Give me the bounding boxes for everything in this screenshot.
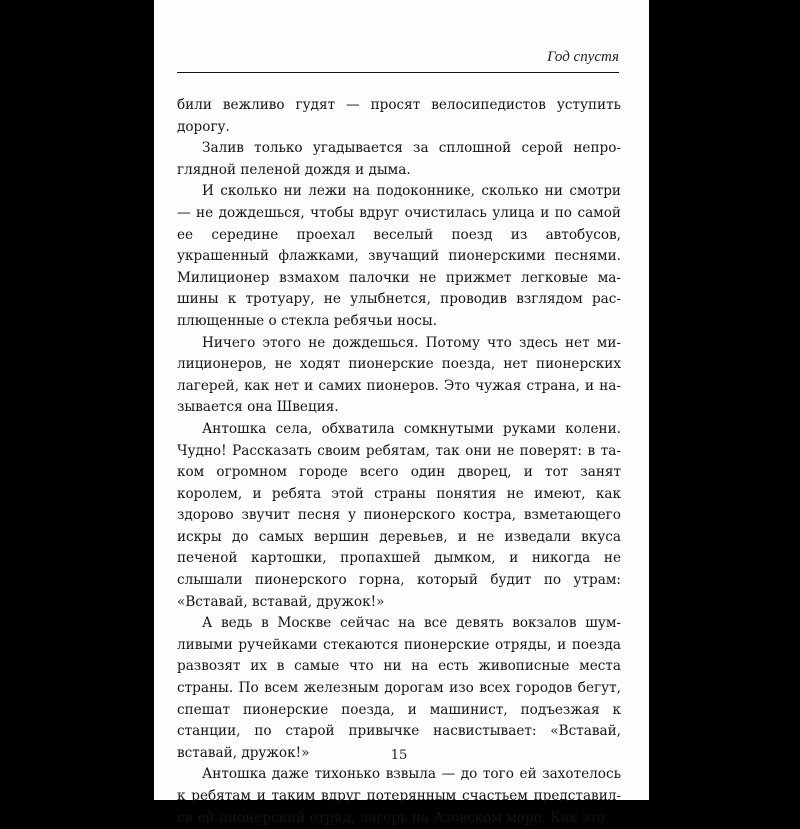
paragraph: Антошка даже тихонько взвыла — до того ей захотелось к ребятам и таким вдруг потерянным счастьем представился ей пионерский отряд, лагерь на Азовском море. Как это [177,766,621,826]
paragraph: И сколько ни лежи на подоконнике, сколько ни смотри — не дождешься, чтобы вдруг очистилась улица и по самой ее середине проехал веселый поезд из автобусов, украшенный флажками, звучащий пионерскими песнями. Милиционер взмахом палочки не прижмет легковые машины к тротуару, не улыбнется, проводив взглядом расплющенные о стекла ребячьи носы. [177,183,621,329]
body-text [177,95,621,829]
paragraph: Антошка села, обхватила сомкнутыми руками колени. Чудно! Рассказать своим ребятам, так они не поверят: в таком огромном городе всего один дворец, и тот занят королем, и ребята этой страны понятия не имеют, как здорово звучит песня у пионерского костра, взметающего искры до самых вершин деревьев, и не изведали вкуса печеной картошки, пропахшей дымком, и никогда не слышали пионерского горна, который будит по утрам: «Вставай, вставай, дружок!» [177,420,621,610]
page-number: 15 [390,748,408,763]
paragraph: Ничего этого не дождешься. Потому что здесь нет милиционеров, не ходят пионерские поезда, нет пионерских лагерей, как нет и самих пионеров. Это чужая страна, и называется она Швеция. [177,334,621,416]
paragraph: А ведь в Москве сейчас на все девять вокзалов шумливыми ручейками стекаются пионерские отряды, и поезда развозят их в самые что ни на есть живописные места страны. По всем железным дорогам изо всех городов бегут, спешат пионерские поезда, и машинист, подъезжая к станции, по старой привычке насвистывает: «Вставай, вставай, дружок!» [177,615,621,761]
paragraph: Залив только угадывается за сплошной серой непроглядной пеленой дождя и дыма. [177,140,621,178]
running-head: Год спустя [547,49,619,65]
header-rule [177,72,619,73]
paragraph: били вежливо гудят — просят велосипедистов уступить дорогу. [177,97,621,135]
